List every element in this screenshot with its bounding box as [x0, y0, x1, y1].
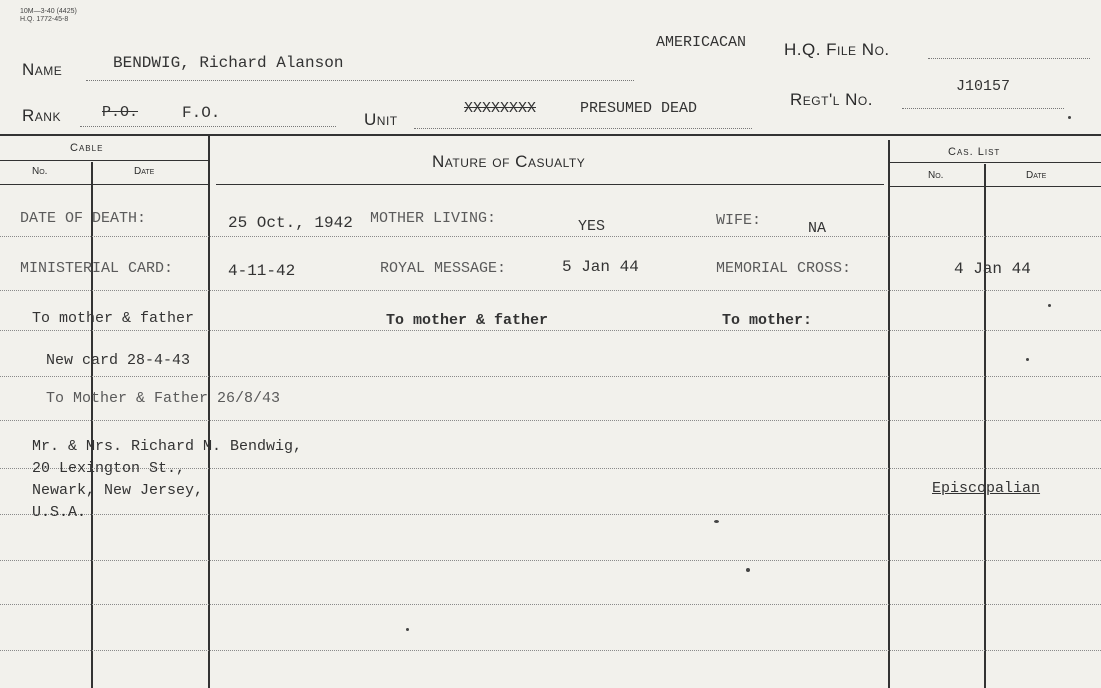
religion-value: Episcopalian: [932, 480, 1041, 497]
unit-label: Unit: [364, 110, 398, 129]
row-rule: [0, 420, 1101, 421]
cable-header-rule: [0, 160, 208, 161]
top-rule: [0, 134, 1101, 136]
to-mother-father-note: To Mother & Father 26/8/43: [46, 390, 281, 407]
date-of-death-value: 25 Oct., 1942: [228, 214, 353, 232]
memorial-cross-label: MEMORIAL CROSS:: [716, 260, 852, 277]
rank-struck-value: P.O.: [102, 104, 139, 121]
cas-list-header: Cas. List: [948, 146, 1001, 158]
cable-date-header: Date: [134, 166, 155, 177]
ink-speck: [746, 568, 750, 572]
row-rule: [0, 330, 1101, 331]
name-label: Name: [22, 60, 63, 79]
ink-speck: [1068, 116, 1071, 119]
notification-1: To mother & father: [32, 310, 195, 327]
cas-date-header: Date: [1026, 170, 1047, 181]
nationality-value: AMERICACAN: [656, 34, 747, 51]
form-code-line-2: H.Q. 1772-45-8: [20, 16, 69, 23]
hq-file-underline: [928, 58, 1090, 59]
row-rule: [0, 376, 1101, 377]
cable-no-header: No.: [32, 166, 48, 177]
row-rule: [0, 290, 1101, 291]
ministerial-card-value: 4-11-42: [228, 262, 296, 280]
cas-underheader-rule: [890, 186, 1101, 187]
wife-value: NA: [808, 220, 827, 237]
next-of-kin-address: [32, 436, 302, 524]
regtl-underline: [902, 108, 1064, 109]
cable-underheader-rule: [0, 184, 208, 185]
mother-living-label: MOTHER LIVING:: [370, 210, 497, 227]
cable-divider: [91, 162, 93, 688]
unit-value: PRESUMED DEAD: [580, 100, 698, 117]
address-line-3: Newark, New Jersey,: [32, 482, 204, 499]
date-of-death-label: DATE OF DEATH:: [20, 210, 147, 227]
royal-message-value: 5 Jan 44: [562, 258, 639, 276]
rank-label: Rank: [22, 106, 61, 125]
row-rule: [0, 560, 1101, 561]
unit-underline: [414, 128, 752, 129]
rank-value: F.O.: [182, 104, 221, 122]
nature-header: Nature of Casualty: [432, 152, 586, 171]
new-card-note: New card 28-4-43: [46, 352, 191, 369]
unit-struck-value: XXXXXXXX: [464, 100, 537, 117]
row-rule: [0, 604, 1101, 605]
regtl-value: J10157: [956, 78, 1011, 95]
regtl-label: Regt'l No.: [790, 90, 873, 109]
notification-3: To mother:: [722, 312, 813, 329]
ministerial-card-label: MINISTERIAL CARD:: [20, 260, 174, 277]
cas-no-header: No.: [928, 170, 944, 181]
ink-speck: [1048, 304, 1051, 307]
mother-living-value: YES: [578, 218, 606, 235]
cable-header: Cable: [70, 142, 104, 154]
wife-label: WIFE:: [716, 212, 762, 229]
ink-speck: [406, 628, 409, 631]
notification-2: To mother & father: [386, 312, 549, 329]
address-line-1: Mr. & Mrs. Richard M. Bendwig,: [32, 438, 303, 455]
address-line-2: 20 Lexington St.,: [32, 460, 186, 477]
nature-underheader-rule: [216, 184, 884, 185]
cas-header-rule: [890, 162, 1101, 163]
hq-file-label: H.Q. File No.: [784, 40, 890, 59]
form-code: [20, 8, 77, 24]
memorial-cross-value: 4 Jan 44: [954, 260, 1031, 278]
royal-message-label: ROYAL MESSAGE:: [380, 260, 507, 277]
rank-underline: [80, 126, 336, 127]
cas-divider: [984, 164, 986, 688]
name-underline: [86, 80, 634, 81]
ink-speck: [1026, 358, 1029, 361]
form-code-line-1: 10M—3-40 (4425): [20, 8, 77, 15]
name-value: BENDWIG, Richard Alanson: [113, 54, 344, 72]
row-rule: [0, 650, 1101, 651]
ink-speck: [714, 520, 719, 523]
row-rule: [0, 236, 1101, 237]
address-line-4: U.S.A.: [32, 504, 87, 521]
nature-cas-divider: [888, 140, 890, 688]
